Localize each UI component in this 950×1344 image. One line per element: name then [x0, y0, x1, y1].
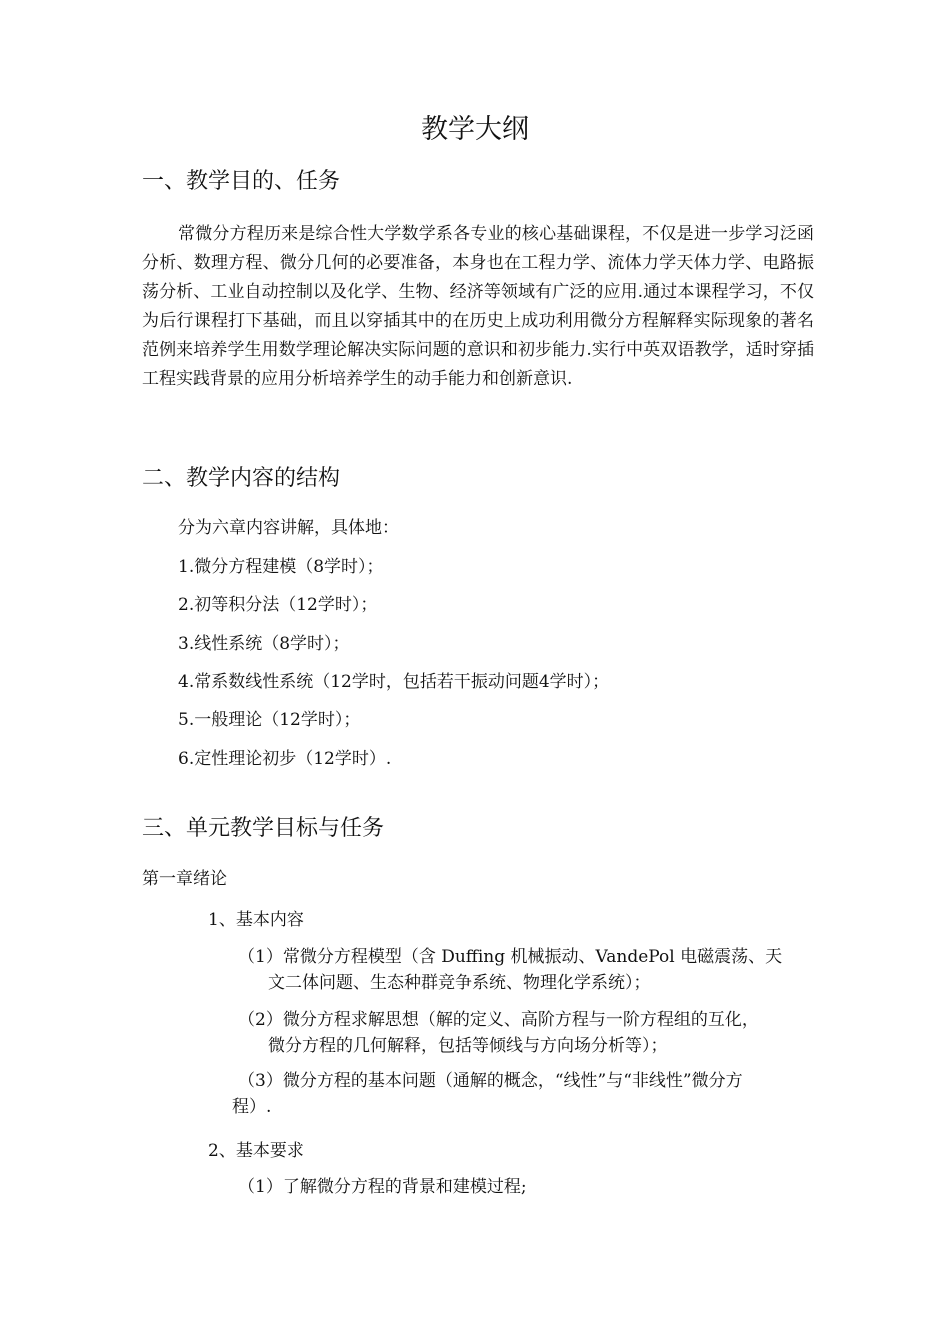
content-item-line: （3）微分方程的基本问题（通解的概念，“线性”与“非线性”微分方: [238, 1071, 743, 1091]
chapter-list-item: 1.微分方程建模（8学时）；: [178, 557, 384, 577]
subheading-basic-requirements: 2、基本要求: [208, 1141, 304, 1161]
content-item-line: 微分方程的几何解释，包括等倾线与方向场分析等）；: [268, 1036, 668, 1056]
chapter-list-item: 4.常系数线性系统（12学时，包括若干振动问题4学时）；: [178, 672, 610, 692]
content-item: [232, 1068, 818, 1120]
content-item-line: （2）微分方程求解思想（解的定义、高阶方程与一阶方程组的互化，: [238, 1010, 759, 1030]
content-item-line: 文二体问题、生态种群竞争系统、物理化学系统）；: [268, 973, 651, 993]
chapter-list-item: 5.一般理论（12学时）；: [178, 710, 361, 730]
structure-intro: 分为六章内容讲解，具体地：: [178, 518, 399, 538]
chapter-list-item: 3.线性系统（8学时）；: [178, 634, 350, 654]
section-1-paragraph: 常微分方程历来是综合性大学数学系各专业的核心基础课程，不仅是进一步学习泛函分析、数理方程、微分几何的必要准备，本身也在工程力学、流体力学天体力学、电路振荡分析、工业自动控制以及化学、生物、经济等领域有广泛的应用.通过本课程学习，不仅为后行课程打下基础，而且以穿插其中的在历史上成功利用微分方程解释实际现象的著名范例来培养学生用数学理论解决实际问题的意识和初步能力.实行中英双语教学，适时穿插工程实践背景的应用分析培养学生的动手能力和创新意识.: [142, 224, 814, 389]
chapter-title: 第一章绪论: [142, 869, 227, 889]
content-item: [238, 1007, 818, 1059]
section-heading-3: 三、单元教学目标与任务: [142, 816, 385, 841]
content-item-line: 程）.: [232, 1097, 272, 1117]
chapter-list-item: 2.初等积分法（12学时）；: [178, 595, 378, 615]
page-title: 教学大纲: [421, 114, 529, 145]
content-item: [238, 944, 818, 996]
content-item-line: （1）常微分方程模型（含 Duffing 机械振动、VandePol 电磁震荡、天: [238, 947, 783, 967]
section-heading-2: 二、教学内容的结构: [142, 466, 341, 491]
subheading-basic-content: 1、基本内容: [208, 910, 304, 930]
section-heading-1: 一、教学目的、任务: [142, 169, 341, 194]
chapter-list-item: 6.定性理论初步（12学时）.: [178, 749, 392, 769]
requirement-item: （1）了解微分方程的背景和建模过程;: [238, 1177, 527, 1197]
